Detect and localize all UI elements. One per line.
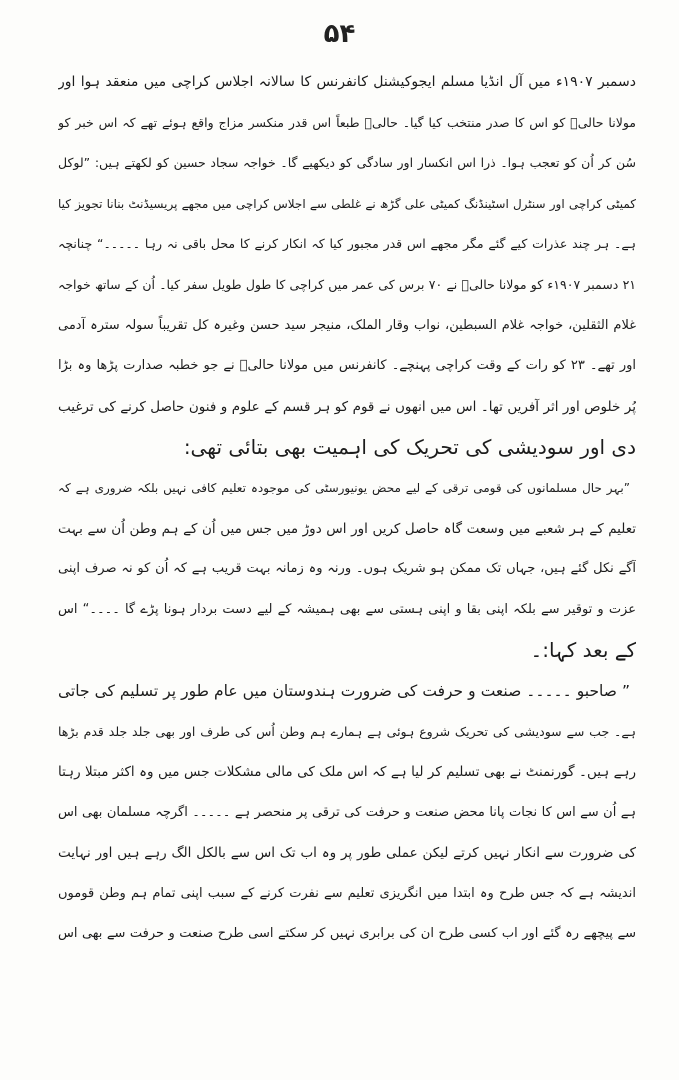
text-line: سُن کر اُن کو تعجب ہوا۔ ذرا اس انکسار اور سادگی کو دیکھیے گا۔ خواجہ سجاد حسین کو لکھتے ہیں: ”لوکل [58, 155, 636, 171]
quote-line: رہے ہیں۔ گورنمنٹ نے بھی تسلیم کر لیا ہے کہ اس ملک کی مالی مشکلات جس میں وہ اکثر مبتلا رہتا [58, 764, 636, 781]
text-line: دی اور سودیشی کی تحریک کی اہمیت بھی بتائی تھی: [183, 435, 636, 460]
text-line: پُر خلوص اور اثر آفریں تھا۔ اس میں انھوں نے قوم کو ہر قسم کے علوم و فنون حاصل کرنے کی ترغیب [58, 398, 636, 415]
page-number: ۵۴ [323, 19, 356, 49]
quote-line: آگے نکل گئے ہیں، جہاں تک ممکن ہو شریک ہوں۔ ورنہ وہ زمانہ بہت قریب ہے کہ اُن کو نہ صرف اپنی [58, 561, 636, 577]
text-line: کے بعد کہا:۔ [530, 638, 636, 663]
quote-line: ”بہر حال مسلمانوں کی قومی ترقی کے لیے محض یونیورسٹی کی موجودہ تعلیم کافی نہیں بلکہ ضروری ہے کہ [58, 480, 630, 495]
quote-line: ہے اُن سے اس کا نجات پانا محض صنعت و حرفت کی ترقی پر منحصر ہے ۔۔۔۔۔ اگرچہ مسلمان بھی اس [58, 804, 636, 820]
quote-line: ہے۔ جب سے سودیشی کی تحریک شروع ہوئی ہے ہمارے ہم وطن اُس کی طرف اور بھی جلد جلد قدم بڑھا [58, 723, 636, 739]
body-text [58, 62, 636, 955]
text-line: کمیٹی کراچی اور سنٹرل اسٹینڈنگ کمیٹی علی گڑھ نے غلطی سے اجلاس کراچی میں مجھے پریسیڈنٹ بنانا تجویز کیا [58, 196, 636, 211]
text-line: اور تھے۔ ۲۳ کو رات کے وقت کراچی پہنچے۔ کانفرنس میں مولانا حالیؔ نے جو خطبہ صدارت پڑھا وہ بڑا [58, 358, 636, 374]
text-line: غلام الثقلین، خواجہ غلام السبطین، نواب وقار الملک، منیجر سید حسن وغیرہ کل تقریباً سولہ سترہ آدمی [58, 317, 636, 333]
text-line: ۲۱ دسمبر ۱۹۰۷ء کو مولانا حالیؔ نے ۷۰ برس کی عمر میں کراچی کا طول طویل سفر کیا۔ اُن کے ساتھ خواجہ [58, 276, 636, 292]
quote-line: سے پیچھے رہ گئے اور اب کسی طرح ان کی برابری نہیں کر سکتے اسی طرح صنعت و حرفت سے بھی اس [58, 926, 636, 942]
text-line: ہے۔ ہر چند عذرات کیے گئے مگر مجھے اس قدر مجبور کیا کہ انکار کرنے کا محل باقی نہ رہا ۔۔۔۔۔“ چنانچہ [58, 236, 636, 252]
text-line: مولانا حالیؔ کو اس کا صدر منتخب کیا گیا۔ حالیؔ طبعاً اس قدر منکسر مزاج واقع ہوئے تھے کہ اس خبر کو [58, 114, 636, 130]
quote-line: عزت و توقیر سے بلکہ اپنی بقا و اپنی ہستی سے بھی ہمیشہ کے لیے دست بردار ہونا پڑے گا ۔۔۔۔“ اس [58, 601, 636, 617]
quote-line: اندیشہ ہے کہ جس طرح وہ ابتدا میں انگریزی تعلیم سے نفرت کرنے کے سبب اپنی تمام ہم وطن قوموں [58, 885, 636, 901]
text-line: دسمبر ۱۹۰۷ء میں آل انڈیا مسلم ایجوکیشنل کانفرنس کا سالانہ اجلاس کراچی میں منعقد ہوا اور [58, 74, 636, 90]
quote-line: ” صاحبو ۔۔۔۔۔ صنعت و حرفت کی ضرورت ہندوستان میں عام طور پر تسلیم کی جاتی [58, 681, 630, 700]
quote-line: کی ضرورت سے انکار نہیں کرتے لیکن عملی طور پر وہ اب تک اس سے بالکل الگ رہے ہیں اور نہایت [58, 845, 636, 862]
quote-line: تعلیم کے ہر شعبے میں وسعت گاہ حاصل کریں اور اس دوڑ میں جس میں اُن کے ہم وطن اُن سے بہت [58, 520, 636, 537]
